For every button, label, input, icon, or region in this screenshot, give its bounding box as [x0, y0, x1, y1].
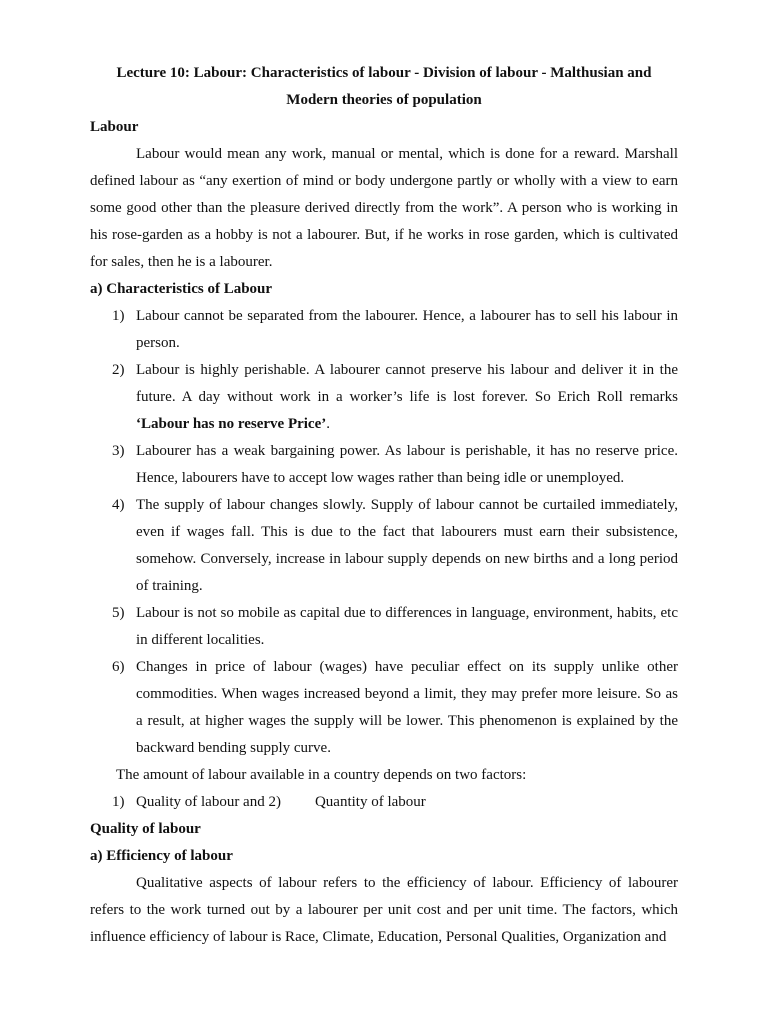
- factors-number: 1): [112, 794, 125, 810]
- document-page: [90, 60, 678, 951]
- list-item-text: Changes in price of labour (wages) have peculiar effect on its supply unlike other commodities. When wages increased beyond a limit, they may prefer more leisure. So as a result, at higher wages the supply will be lower. This phenomenon is explained by the backward bending supply curve.: [136, 659, 678, 756]
- list-item-bold-quote: ‘Labour has no reserve Price’: [136, 416, 327, 432]
- title-line-1: Lecture 10: Labour: Characteristics of labour - Division of labour - Malthusian and: [116, 65, 652, 81]
- page-title: [90, 60, 678, 114]
- efficiency-paragraph: Qualitative aspects of labour refers to the efficiency of labour. Efficiency of labourer refers to the work turned out by a labourer per unit cost and per unit time. The factors, which influence efficiency of labour is Race, Climate, Education, Personal Qualities, Organization and: [90, 875, 678, 945]
- list-item-text: The supply of labour changes slowly. Supply of labour cannot be curtailed immediately, even if wages fall. This is due to the fact that labourers must earn their subsistence, somehow. Conversely, increase in labour supply depends on new births and a long period of training.: [136, 497, 678, 594]
- list-item-text: Labourer has a weak bargaining power. As labour is perishable, it has no reserve price. Hence, labourers have to accept low wages rather than being idle or unemployed.: [136, 443, 678, 486]
- list-item-text: Labour is not so mobile as capital due to differences in language, environment, habits, etc in different localities.: [136, 605, 678, 648]
- section-heading-labour: Labour: [90, 119, 139, 135]
- factors-intro: The amount of labour available in a country depends on two factors:: [116, 767, 527, 783]
- subsection-heading-efficiency: a) Efficiency of labour: [90, 848, 233, 864]
- list-item-number: 6): [112, 659, 125, 675]
- list-item: [90, 303, 678, 357]
- list-item: [90, 654, 678, 762]
- list-item-number: 4): [112, 497, 125, 513]
- list-item-text: Labour is highly perishable. A labourer cannot preserve his labour and deliver it in the future. A day without work in a worker’s life is lost forever. So Erich Roll remarks: [136, 362, 678, 405]
- factors-list: [90, 789, 678, 816]
- factor-quantity: Quantity of labour: [314, 794, 426, 810]
- list-item: [90, 600, 678, 654]
- list-item-number: 3): [112, 443, 125, 459]
- section-heading-characteristics: a) Characteristics of Labour: [90, 281, 273, 297]
- list-item-number: 2): [112, 362, 125, 378]
- characteristics-list: [90, 303, 678, 762]
- labour-paragraph: Labour would mean any work, manual or mental, which is done for a reward. Marshall defined labour as “any exertion of mind or body undergone partly or wholly with a view to earn some good other than the pleasure derived directly from the work”. A person who is working in his rose-garden as a hobby is not a labourer. But, if he works in rose garden, which is cultivated for sales, then he is a labourer.: [90, 146, 678, 270]
- section-heading-quality: Quality of labour: [90, 821, 201, 837]
- list-item: [90, 357, 678, 438]
- list-item-text-after: .: [326, 416, 330, 432]
- list-item-number: 1): [112, 308, 125, 324]
- list-item: [90, 492, 678, 600]
- list-item-text: Labour cannot be separated from the labourer. Hence, a labourer has to sell his labour in person.: [136, 308, 678, 351]
- list-item-number: 5): [112, 605, 125, 621]
- title-line-2: Modern theories of population: [286, 92, 482, 108]
- list-item: [90, 438, 678, 492]
- factor-quality: Quality of labour and 2): [136, 794, 281, 810]
